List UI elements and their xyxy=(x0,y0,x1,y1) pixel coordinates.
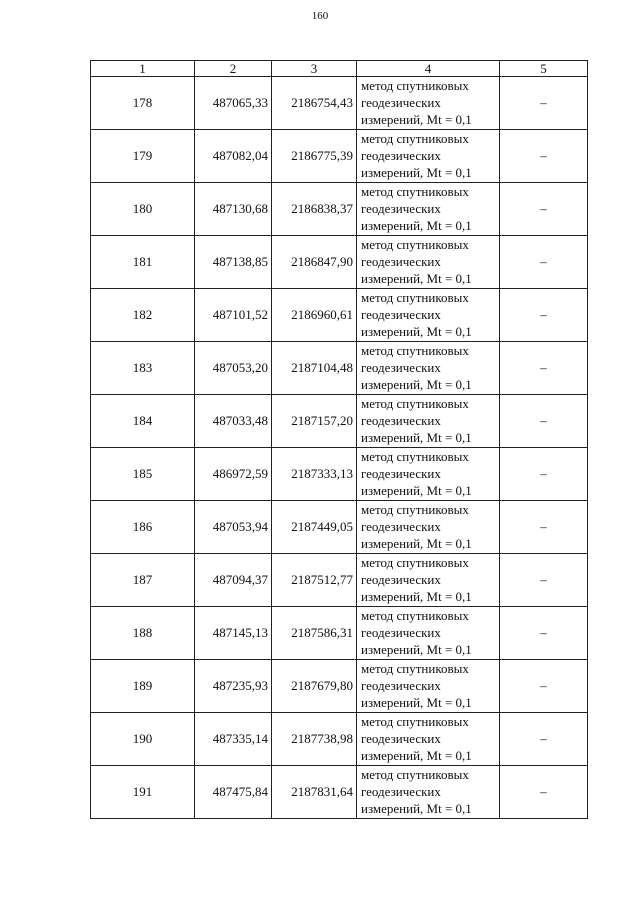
table-row xyxy=(91,766,588,819)
y-coordinate-cell: 2187512,77 xyxy=(272,554,357,607)
x-coordinate-cell: 487145,13 xyxy=(195,607,272,660)
method-line: измерений, Mt = 0,1 xyxy=(361,112,472,127)
note-cell: – xyxy=(500,236,588,289)
y-coordinate-cell: 2187157,20 xyxy=(272,395,357,448)
method-cell xyxy=(357,289,500,342)
y-coordinate-cell: 2187104,48 xyxy=(272,342,357,395)
point-number-cell: 189 xyxy=(91,660,195,713)
method-line: измерений, Mt = 0,1 xyxy=(361,271,472,286)
note-cell: – xyxy=(500,342,588,395)
point-number-cell: 178 xyxy=(91,77,195,130)
y-coordinate-cell: 2187449,05 xyxy=(272,501,357,554)
method-line: геодезических xyxy=(361,95,441,110)
x-coordinate-cell: 487053,20 xyxy=(195,342,272,395)
y-coordinate-cell: 2187333,13 xyxy=(272,448,357,501)
y-coordinate-cell: 2186775,39 xyxy=(272,130,357,183)
method-line: геодезических xyxy=(361,148,441,163)
method-line: измерений, Mt = 0,1 xyxy=(361,165,472,180)
method-line: метод спутниковых xyxy=(361,343,469,358)
x-coordinate-cell: 487101,52 xyxy=(195,289,272,342)
method-line: метод спутниковых xyxy=(361,184,469,199)
method-line: измерений, Mt = 0,1 xyxy=(361,801,472,816)
method-line: измерений, Mt = 0,1 xyxy=(361,642,472,657)
table-row xyxy=(91,448,588,501)
method-line: измерений, Mt = 0,1 xyxy=(361,377,472,392)
column-header-3: 3 xyxy=(272,61,357,77)
method-line: измерений, Mt = 0,1 xyxy=(361,748,472,763)
method-cell xyxy=(357,448,500,501)
point-number-cell: 186 xyxy=(91,501,195,554)
method-line: метод спутниковых xyxy=(361,78,469,93)
method-cell xyxy=(357,554,500,607)
y-coordinate-cell: 2187586,31 xyxy=(272,607,357,660)
point-number-cell: 185 xyxy=(91,448,195,501)
method-line: геодезических xyxy=(361,572,441,587)
table-row xyxy=(91,289,588,342)
method-line: метод спутниковых xyxy=(361,237,469,252)
point-number-cell: 190 xyxy=(91,713,195,766)
note-cell: – xyxy=(500,607,588,660)
table-row xyxy=(91,395,588,448)
table-body xyxy=(91,77,588,819)
note-cell: – xyxy=(500,766,588,819)
table-row xyxy=(91,236,588,289)
method-cell xyxy=(357,713,500,766)
column-header-2: 2 xyxy=(195,61,272,77)
note-cell: – xyxy=(500,713,588,766)
method-line: геодезических xyxy=(361,731,441,746)
y-coordinate-cell: 2186847,90 xyxy=(272,236,357,289)
column-header-5: 5 xyxy=(500,61,588,77)
method-line: геодезических xyxy=(361,254,441,269)
method-line: метод спутниковых xyxy=(361,714,469,729)
note-cell: – xyxy=(500,448,588,501)
point-number-cell: 191 xyxy=(91,766,195,819)
table-row xyxy=(91,607,588,660)
x-coordinate-cell: 487053,94 xyxy=(195,501,272,554)
method-line: измерений, Mt = 0,1 xyxy=(361,218,472,233)
x-coordinate-cell: 487082,04 xyxy=(195,130,272,183)
point-number-cell: 184 xyxy=(91,395,195,448)
y-coordinate-cell: 2186960,61 xyxy=(272,289,357,342)
note-cell: – xyxy=(500,501,588,554)
column-header-4: 4 xyxy=(357,61,500,77)
x-coordinate-cell: 487335,14 xyxy=(195,713,272,766)
method-cell xyxy=(357,607,500,660)
x-coordinate-cell: 486972,59 xyxy=(195,448,272,501)
method-line: геодезических xyxy=(361,307,441,322)
table-row xyxy=(91,130,588,183)
method-line: метод спутниковых xyxy=(361,608,469,623)
method-line: метод спутниковых xyxy=(361,290,469,305)
table-row xyxy=(91,713,588,766)
method-cell xyxy=(357,395,500,448)
note-cell: – xyxy=(500,183,588,236)
method-line: геодезических xyxy=(361,519,441,534)
point-number-cell: 187 xyxy=(91,554,195,607)
point-number-cell: 181 xyxy=(91,236,195,289)
method-line: метод спутниковых xyxy=(361,131,469,146)
point-number-cell: 188 xyxy=(91,607,195,660)
coordinates-table xyxy=(90,60,588,819)
note-cell: – xyxy=(500,289,588,342)
x-coordinate-cell: 487065,33 xyxy=(195,77,272,130)
note-cell: – xyxy=(500,130,588,183)
x-coordinate-cell: 487094,37 xyxy=(195,554,272,607)
method-line: измерений, Mt = 0,1 xyxy=(361,483,472,498)
table-row xyxy=(91,554,588,607)
method-line: метод спутниковых xyxy=(361,449,469,464)
point-number-cell: 180 xyxy=(91,183,195,236)
table-row xyxy=(91,342,588,395)
note-cell: – xyxy=(500,660,588,713)
note-cell: – xyxy=(500,554,588,607)
table-row xyxy=(91,77,588,130)
x-coordinate-cell: 487138,85 xyxy=(195,236,272,289)
method-line: измерений, Mt = 0,1 xyxy=(361,695,472,710)
method-line: геодезических xyxy=(361,201,441,216)
method-line: метод спутниковых xyxy=(361,396,469,411)
table-row xyxy=(91,183,588,236)
table-header-row xyxy=(91,61,588,77)
method-cell xyxy=(357,342,500,395)
y-coordinate-cell: 2186838,37 xyxy=(272,183,357,236)
point-number-cell: 183 xyxy=(91,342,195,395)
method-cell xyxy=(357,766,500,819)
column-header-1: 1 xyxy=(91,61,195,77)
y-coordinate-cell: 2186754,43 xyxy=(272,77,357,130)
note-cell: – xyxy=(500,77,588,130)
point-number-cell: 179 xyxy=(91,130,195,183)
y-coordinate-cell: 2187831,64 xyxy=(272,766,357,819)
table-row xyxy=(91,501,588,554)
method-line: геодезических xyxy=(361,625,441,640)
method-line: измерений, Mt = 0,1 xyxy=(361,589,472,604)
method-cell xyxy=(357,183,500,236)
method-line: измерений, Mt = 0,1 xyxy=(361,324,472,339)
method-line: геодезических xyxy=(361,784,441,799)
method-line: геодезических xyxy=(361,466,441,481)
method-cell xyxy=(357,130,500,183)
x-coordinate-cell: 487130,68 xyxy=(195,183,272,236)
method-line: метод спутниковых xyxy=(361,502,469,517)
method-line: измерений, Mt = 0,1 xyxy=(361,536,472,551)
x-coordinate-cell: 487475,84 xyxy=(195,766,272,819)
method-cell xyxy=(357,77,500,130)
method-cell xyxy=(357,236,500,289)
page-number: 160 xyxy=(311,10,329,22)
method-line: геодезических xyxy=(361,678,441,693)
method-cell xyxy=(357,660,500,713)
note-cell: – xyxy=(500,395,588,448)
method-line: геодезических xyxy=(361,413,441,428)
y-coordinate-cell: 2187738,98 xyxy=(272,713,357,766)
method-cell xyxy=(357,501,500,554)
method-line: измерений, Mt = 0,1 xyxy=(361,430,472,445)
x-coordinate-cell: 487235,93 xyxy=(195,660,272,713)
method-line: метод спутниковых xyxy=(361,661,469,676)
point-number-cell: 182 xyxy=(91,289,195,342)
method-line: геодезических xyxy=(361,360,441,375)
method-line: метод спутниковых xyxy=(361,767,469,782)
y-coordinate-cell: 2187679,80 xyxy=(272,660,357,713)
method-line: метод спутниковых xyxy=(361,555,469,570)
x-coordinate-cell: 487033,48 xyxy=(195,395,272,448)
table-row xyxy=(91,660,588,713)
